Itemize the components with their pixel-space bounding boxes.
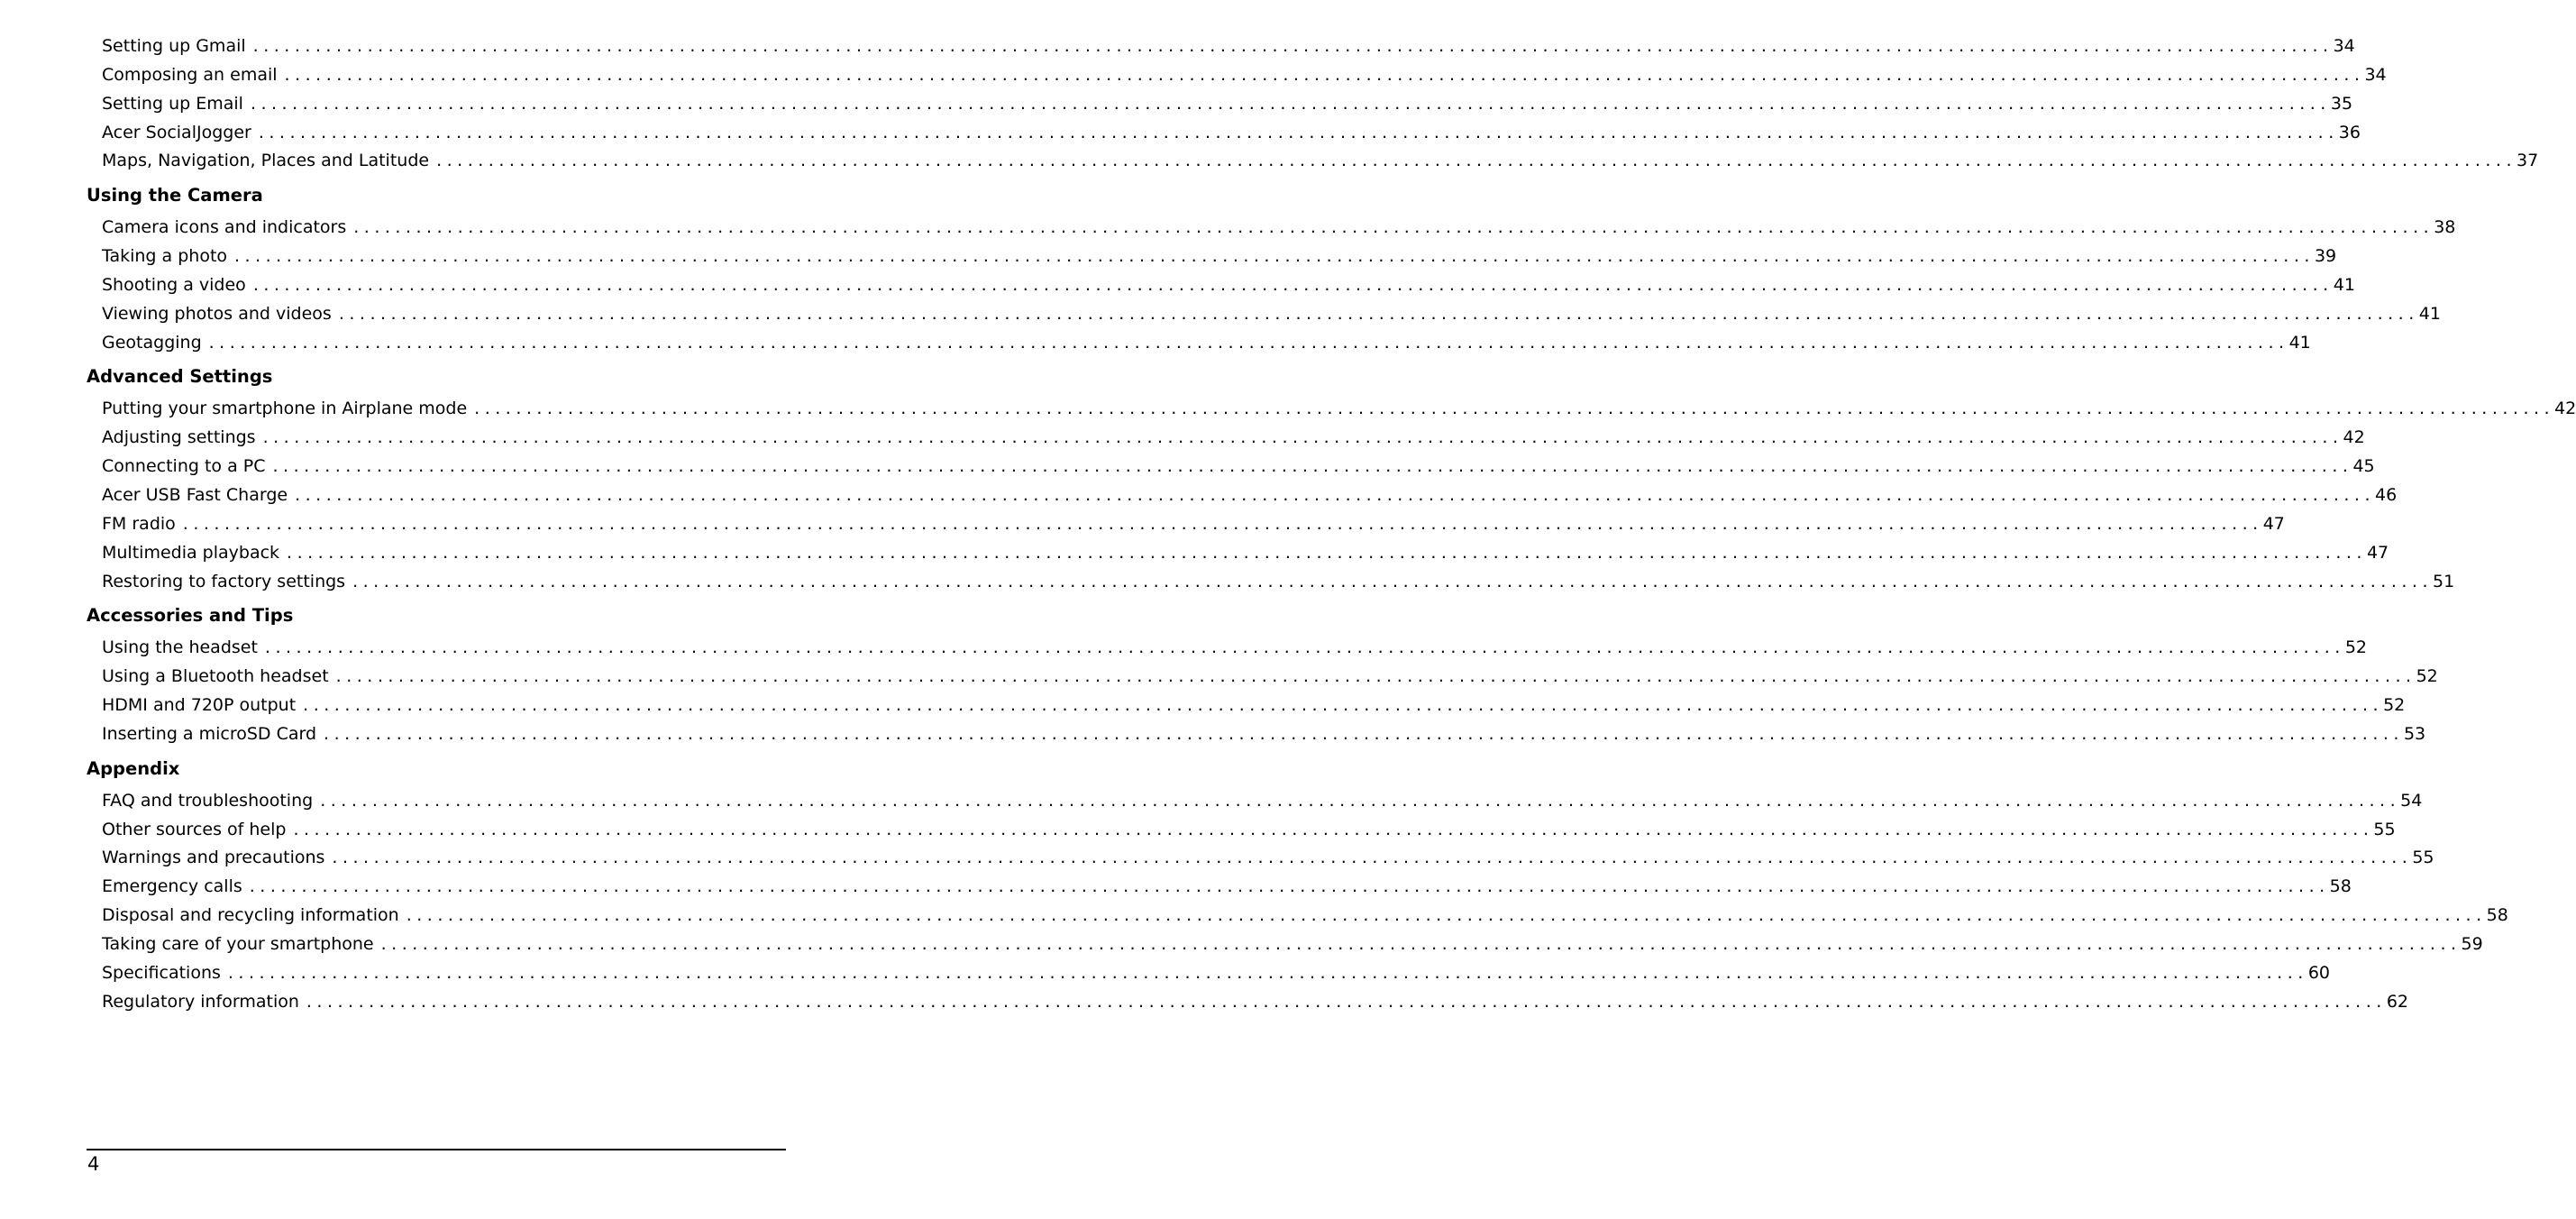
toc-entry[interactable] xyxy=(87,147,2539,176)
toc-entry-title: Specifications xyxy=(102,962,221,983)
dot-leader: ........................................................................................................................................................................................................ xyxy=(436,151,2517,171)
dot-leader: ........................................................................................................................................................................................................ xyxy=(295,484,2376,505)
toc-section-heading[interactable]: Advanced Settings xyxy=(87,366,273,388)
dot-leader: ........................................................................................................................................................................................................ xyxy=(324,723,2404,744)
toc-entry-page-number: 41 xyxy=(2418,303,2441,324)
dot-leader: ........................................................................................................................................................................................................ xyxy=(338,303,2419,324)
toc-section-heading[interactable]: Accessories and Tips xyxy=(87,605,294,627)
toc-entry[interactable] xyxy=(87,32,2355,61)
toc-entry-page-number: 52 xyxy=(2416,666,2438,687)
toc-entry-page-number: 34 xyxy=(2333,36,2355,56)
toc-entry[interactable] xyxy=(87,61,2387,90)
toc-entry-title: Regulatory information xyxy=(102,991,299,1012)
toc-entry-title: Multimedia playback xyxy=(102,542,280,563)
toc-entry[interactable] xyxy=(87,930,2483,959)
toc-entry-title: Putting your smartphone in Airplane mode xyxy=(102,399,468,419)
toc-section-heading[interactable]: Using the Camera xyxy=(87,185,263,206)
toc-entry-title: FAQ and troubleshooting xyxy=(102,790,314,811)
dot-leader: ........................................................................................................................................................................................................ xyxy=(252,274,2334,295)
toc-entry-page-number: 37 xyxy=(2517,151,2539,171)
toc-entry-title: Emergency calls xyxy=(102,876,242,897)
dot-leader: ........................................................................................................................................................................................................ xyxy=(332,848,2413,868)
toc-entry[interactable] xyxy=(87,119,2361,148)
toc-entry-title: Setting up Gmail xyxy=(102,36,246,56)
dot-leader: ........................................................................................................................................................................................................ xyxy=(474,399,2555,419)
dot-leader: ........................................................................................................................................................................................................ xyxy=(293,819,2374,839)
toc-entry-title: Taking care of your smartphone xyxy=(102,933,374,954)
toc-section-heading[interactable]: Appendix xyxy=(87,757,180,779)
toc-entry[interactable] xyxy=(87,692,2406,720)
dot-leader: ........................................................................................................................................................................................................ xyxy=(249,876,2330,897)
toc-entry-title: Connecting to a PC xyxy=(102,456,266,477)
toc-entry-title: Other sources of help xyxy=(102,819,287,839)
toc-entry-page-number: 55 xyxy=(2373,819,2396,839)
toc-entry[interactable] xyxy=(87,720,2426,749)
dot-leader: ........................................................................................................................................................................................................ xyxy=(250,93,2331,114)
dot-leader: ........................................................................................................................................................................................................ xyxy=(284,64,2365,85)
toc-entry[interactable] xyxy=(87,271,2355,300)
toc-entry-page-number: 55 xyxy=(2412,848,2434,868)
toc-entry-page-number: 62 xyxy=(2386,991,2408,1012)
toc-entry-title: Geotagging xyxy=(102,332,202,353)
dot-leader: ........................................................................................................................................................................................................ xyxy=(262,427,2343,448)
toc-entry[interactable] xyxy=(87,663,2438,692)
toc-entry[interactable] xyxy=(87,510,2285,539)
toc-entry-page-number: 36 xyxy=(2338,122,2361,142)
toc-entry-title: Acer USB Fast Charge xyxy=(102,484,288,505)
toc-entry-page-number: 60 xyxy=(2307,962,2330,983)
toc-entry-title: Using the headset xyxy=(102,637,258,658)
toc-entry-title: Acer SocialJogger xyxy=(102,122,251,142)
dot-leader: ........................................................................................................................................................................................................ xyxy=(306,991,2387,1012)
dot-leader: ........................................................................................................................................................................................................ xyxy=(287,542,2367,563)
toc-entry-page-number: 42 xyxy=(2554,399,2576,419)
toc-entry-page-number: 52 xyxy=(2383,695,2406,716)
toc-entry-page-number: 51 xyxy=(2433,571,2455,591)
dot-leader: ........................................................................................................................................................................................................ xyxy=(352,571,2433,591)
dot-leader: ........................................................................................................................................................................................................ xyxy=(303,695,2384,716)
toc-entry[interactable] xyxy=(87,214,2456,243)
dot-leader: ........................................................................................................................................................................................................ xyxy=(227,962,2308,983)
toc-entry-page-number: 54 xyxy=(2400,790,2423,811)
toc-entry-title: Taking a photo xyxy=(102,246,228,267)
toc-entry-title: Using a Bluetooth headset xyxy=(102,666,329,687)
toc-entry[interactable] xyxy=(87,634,2368,663)
toc-entry-page-number: 47 xyxy=(2262,513,2285,534)
toc-entry-title: Shooting a video xyxy=(102,274,246,295)
toc-entry[interactable] xyxy=(87,873,2352,902)
toc-entry-page-number: 41 xyxy=(2333,274,2355,295)
dot-leader: ........................................................................................................................................................................................................ xyxy=(182,513,2263,534)
toc-entry-title: FM radio xyxy=(102,513,176,534)
toc-entry-title: Maps, Navigation, Places and Latitude xyxy=(102,151,430,171)
dot-leader: ........................................................................................................................................................................................................ xyxy=(252,36,2334,56)
toc-entry-page-number: 58 xyxy=(2486,905,2508,926)
toc-entry-page-number: 47 xyxy=(2366,542,2389,563)
toc-entry-title: Setting up Email xyxy=(102,93,243,114)
toc-entry-page-number: 35 xyxy=(2330,93,2353,114)
toc-entry[interactable] xyxy=(87,329,2311,358)
dot-leader: ........................................................................................................................................................................................................ xyxy=(272,456,2353,477)
toc-entry-title: Disposal and recycling information xyxy=(102,905,399,926)
dot-leader: ........................................................................................................................................................................................................ xyxy=(380,933,2462,954)
toc-entry[interactable] xyxy=(87,959,2330,988)
toc-entry-title: Adjusting settings xyxy=(102,427,256,448)
toc-entry[interactable] xyxy=(87,424,2365,453)
toc-entry[interactable] xyxy=(87,395,2576,424)
dot-leader: ........................................................................................................................................................................................................ xyxy=(406,905,2487,926)
toc-entry[interactable] xyxy=(87,453,2375,481)
dot-leader: ........................................................................................................................................................................................................ xyxy=(335,666,2416,687)
toc-entry[interactable] xyxy=(87,988,2408,1017)
table-of-contents xyxy=(87,32,2576,1016)
toc-entry-page-number: 53 xyxy=(2403,723,2426,744)
toc-entry[interactable] xyxy=(87,787,2423,816)
toc-entry-title: HDMI and 720P output xyxy=(102,695,297,716)
dot-leader: ........................................................................................................................................................................................................ xyxy=(353,217,2434,238)
toc-entry-title: Inserting a microSD Card xyxy=(102,723,317,744)
dot-leader: ........................................................................................................................................................................................................ xyxy=(320,790,2401,811)
toc-entry-page-number: 41 xyxy=(2288,332,2311,353)
page-number: 4 xyxy=(87,1153,100,1175)
toc-entry-title: Camera icons and indicators xyxy=(102,217,347,238)
toc-entry-title: Restoring to factory settings xyxy=(102,571,346,591)
toc-entry[interactable] xyxy=(87,300,2441,329)
toc-entry[interactable] xyxy=(87,539,2389,568)
dot-leader: ........................................................................................................................................................................................................ xyxy=(234,246,2315,267)
dot-leader: ........................................................................................................................................................................................................ xyxy=(208,332,2289,353)
toc-entry-page-number: 46 xyxy=(2375,484,2398,505)
toc-entry-page-number: 38 xyxy=(2434,217,2456,238)
toc-entry-page-number: 34 xyxy=(2364,64,2387,85)
toc-entry-title: Warnings and precautions xyxy=(102,848,325,868)
toc-entry-page-number: 59 xyxy=(2461,933,2483,954)
toc-entry[interactable] xyxy=(87,816,2396,845)
toc-entry[interactable] xyxy=(87,902,2508,930)
dot-leader: ........................................................................................................................................................................................................ xyxy=(264,637,2345,658)
toc-entry[interactable] xyxy=(87,243,2337,271)
toc-entry[interactable] xyxy=(87,481,2398,510)
toc-entry-page-number: 58 xyxy=(2329,876,2352,897)
toc-entry[interactable] xyxy=(87,844,2434,873)
toc-entry-page-number: 52 xyxy=(2344,637,2368,658)
toc-entry-page-number: 45 xyxy=(2352,456,2375,477)
dot-leader: ........................................................................................................................................................................................................ xyxy=(258,122,2339,142)
toc-entry-page-number: 39 xyxy=(2314,246,2337,267)
toc-entry-page-number: 42 xyxy=(2343,427,2365,448)
toc-entry-title: Composing an email xyxy=(102,64,278,85)
toc-entry-title: Viewing photos and videos xyxy=(102,303,332,324)
footer-divider xyxy=(87,1149,786,1150)
toc-entry[interactable] xyxy=(87,568,2455,597)
toc-entry[interactable] xyxy=(87,90,2353,119)
